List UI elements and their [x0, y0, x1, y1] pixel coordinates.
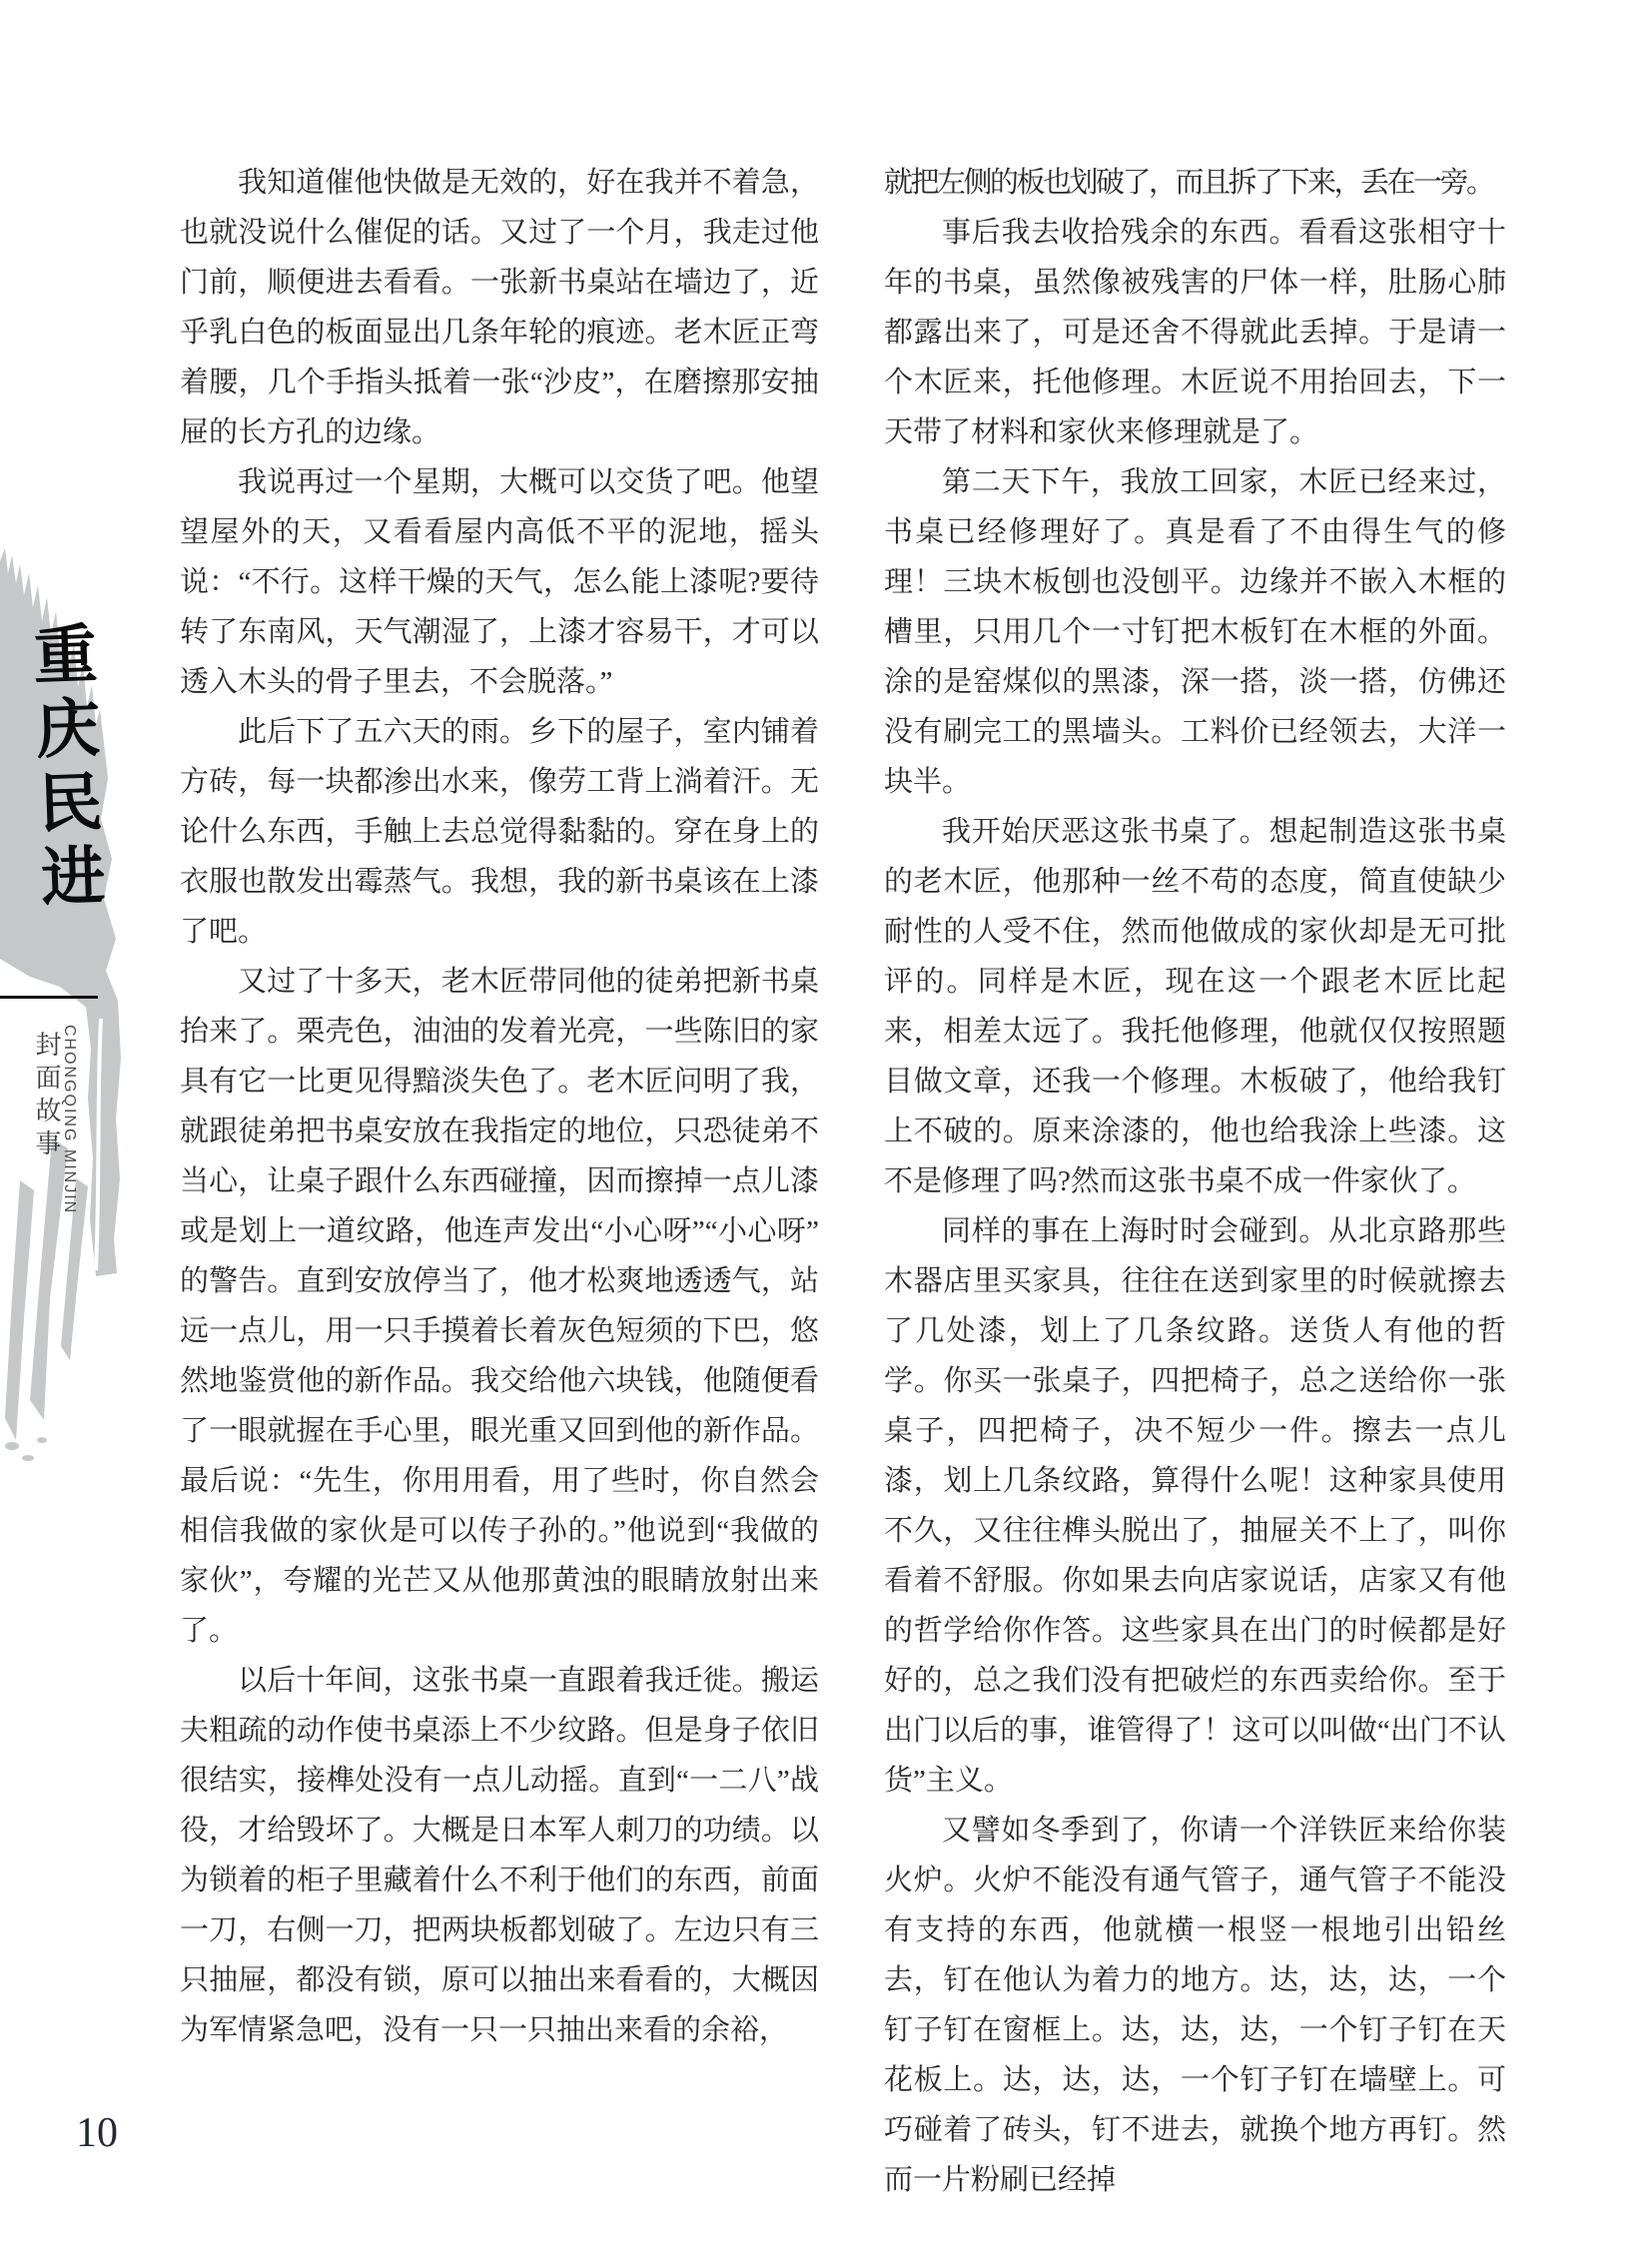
paragraph: 我说再过一个星期，大概可以交货了吧。他望望屋外的天，又看看屋内高低不平的泥地，摇头说：“不行。这样干燥的天气，怎么能上漆呢?要待转了东南风，天气潮湿了，上漆才容易干，才可以透入木头的骨子里去，不会脱落。”	[180, 466, 819, 698]
paragraph: 以后十年间，这张书桌一直跟着我迁徙。搬运夫粗疏的动作使书桌添上不少纹路。但是身子依旧很结实，接榫处没有一点儿动摇。直到“一二八”战役，才给毁坏了。大概是日本军人刺刀的功绩。以为锁着的柜子里藏着什么不利于他们的东西，前面一刀，右侧一刀，把两块板都划破了。左边只有三只抽屉，都没有锁，原可以抽出来看看的，大概因为军情紧急吧，没有一只一只抽出来看的余裕，	[180, 1665, 819, 2046]
section-title-english: CHONGQING MINJIN	[61, 1025, 78, 1215]
paragraph: 事后我去收拾残余的东西。看看这张相守十年的书桌，虽然像被残害的尸体一样，肚肠心肺都露出来了，可是还舍不得就此丢掉。于是请一个木匠来，托他修理。木匠说不用抬回去，下一天带了材料和家伙来修理就是了。	[884, 217, 1506, 448]
paragraph: 同样的事在上海时时会碰到。从北京路那些木器店里买家具，往往在送到家里的时候就擦去了几处漆，划上了几条纹路。送货人有他的哲学。你买一张桌子，四把椅子，总之送给你一张桌子，四把椅子，决不短少一件。擦去一点儿漆，划上几条纹路，算得什么呢！这种家具使用不久，又往往榫头脱出了，抽屉关不上了，叫你看着不舒服。你如果去向店家说话，店家又有他的哲学给你作答。这些家具在出门的时候都是好好的，总之我们没有把破烂的东西卖给你。至于出门以后的事，谁管得了！这可以叫做“出门不认货”主义。	[884, 1215, 1506, 1797]
paragraph: 第二天下午，我放工回家，木匠已经来过，书桌已经修理好了。真是看了不由得生气的修理！三块木板刨也没刨平。边缘并不嵌入木框的槽里，只用几个一寸钉把木板钉在木框的外面。涂的是窑煤似的黑漆，深一搭，淡一搭，仿佛还没有刷完工的黑墙头。工料价已经领去，大洋一块半。	[884, 466, 1506, 798]
section-title-chinese: 封面故事	[32, 1031, 61, 1162]
paragraph: 就把左侧的板也划破了，而且拆了下来，丢在一旁。	[884, 167, 1493, 199]
sidebar-divider	[0, 996, 98, 999]
paragraph: 我知道催他快做是无效的，好在我并不着急，也就没说什么催促的话。又过了一个月，我走过他门前，顺便进去看看。一张新书桌站在墙边了，近乎乳白色的板面显出几条年轮的痕迹。老木匠正弯着腰，几个手指头抵着一张“沙皮”，在磨擦那安抽屉的长方孔的边缘。	[180, 167, 819, 448]
paragraph: 又过了十多天，老木匠带同他的徒弟把新书桌抬来了。栗壳色，油油的发着光亮，一些陈旧的家具有它一比更见得黯淡失色了。老木匠问明了我，就跟徒弟把书桌安放在我指定的地位，只恐徒弟不当心，让桌子跟什么东西碰撞，因而擦掉一点儿漆或是划上一道纹路，他连声发出“小心呀”“小心呀”的警告。直到安放停当了，他才松爽地透透气，站远一点儿，用一只手摸着长着灰色短须的下巴，悠然地鉴赏他的新作品。我交给他六块钱，他随便看了一眼就握在手心里，眼光重又回到他的新作品。最后说：“先生，你用用看，用了些时，你自然会相信我做的家伙是可以传子孙的。”他说到“我做的家伙”，夸耀的光芒又从他那黄浊的眼睛放射出来了。	[180, 966, 819, 1647]
article-column-right	[884, 158, 1506, 2205]
paragraph: 我开始厌恶这张书桌了。想起制造这张书桌的老木匠，他那种一丝不苟的态度，简直使缺少耐性的人受不住，然而他做成的家伙却是无可批评的。同样是木匠，现在这一个跟老木匠比起来，相差太远了。我托他修理，他就仅仅按照题目做文章，还我一个修理。木板破了，他给我钉上不破的。原来涂漆的，他也给我涂上些漆。这不是修理了吗?然而这张书桌不成一件家伙了。	[884, 816, 1506, 1197]
paragraph: 此后下了五六天的雨。乡下的屋子，室内铺着方砖，每一块都渗出水来，像劳工背上淌着汗。无论什么东西，手触上去总觉得黏黏的。穿在身上的衣服也散发出霉蒸气。我想，我的新书桌该在上漆了吧。	[180, 716, 819, 948]
article-column-left	[180, 158, 819, 2055]
page-number: 10	[76, 2110, 118, 2156]
paragraph: 又譬如冬季到了，你请一个洋铁匠来给你装火炉。火炉不能没有通气管子，通气管子不能没有支持的东西，他就横一根竖一根地引出铅丝去，钉在他认为着力的地方。达，达，达，一个钉子钉在窗框上。达，达，达，一个钉子钉在天花板上。达，达，达，一个钉子钉在墙壁上。可巧碰着了砖头，钉不进去，就换个地方再钉。然而一片粉刷已经掉	[884, 1815, 1506, 2196]
brand-calligraphy: 重庆民进	[21, 619, 107, 919]
